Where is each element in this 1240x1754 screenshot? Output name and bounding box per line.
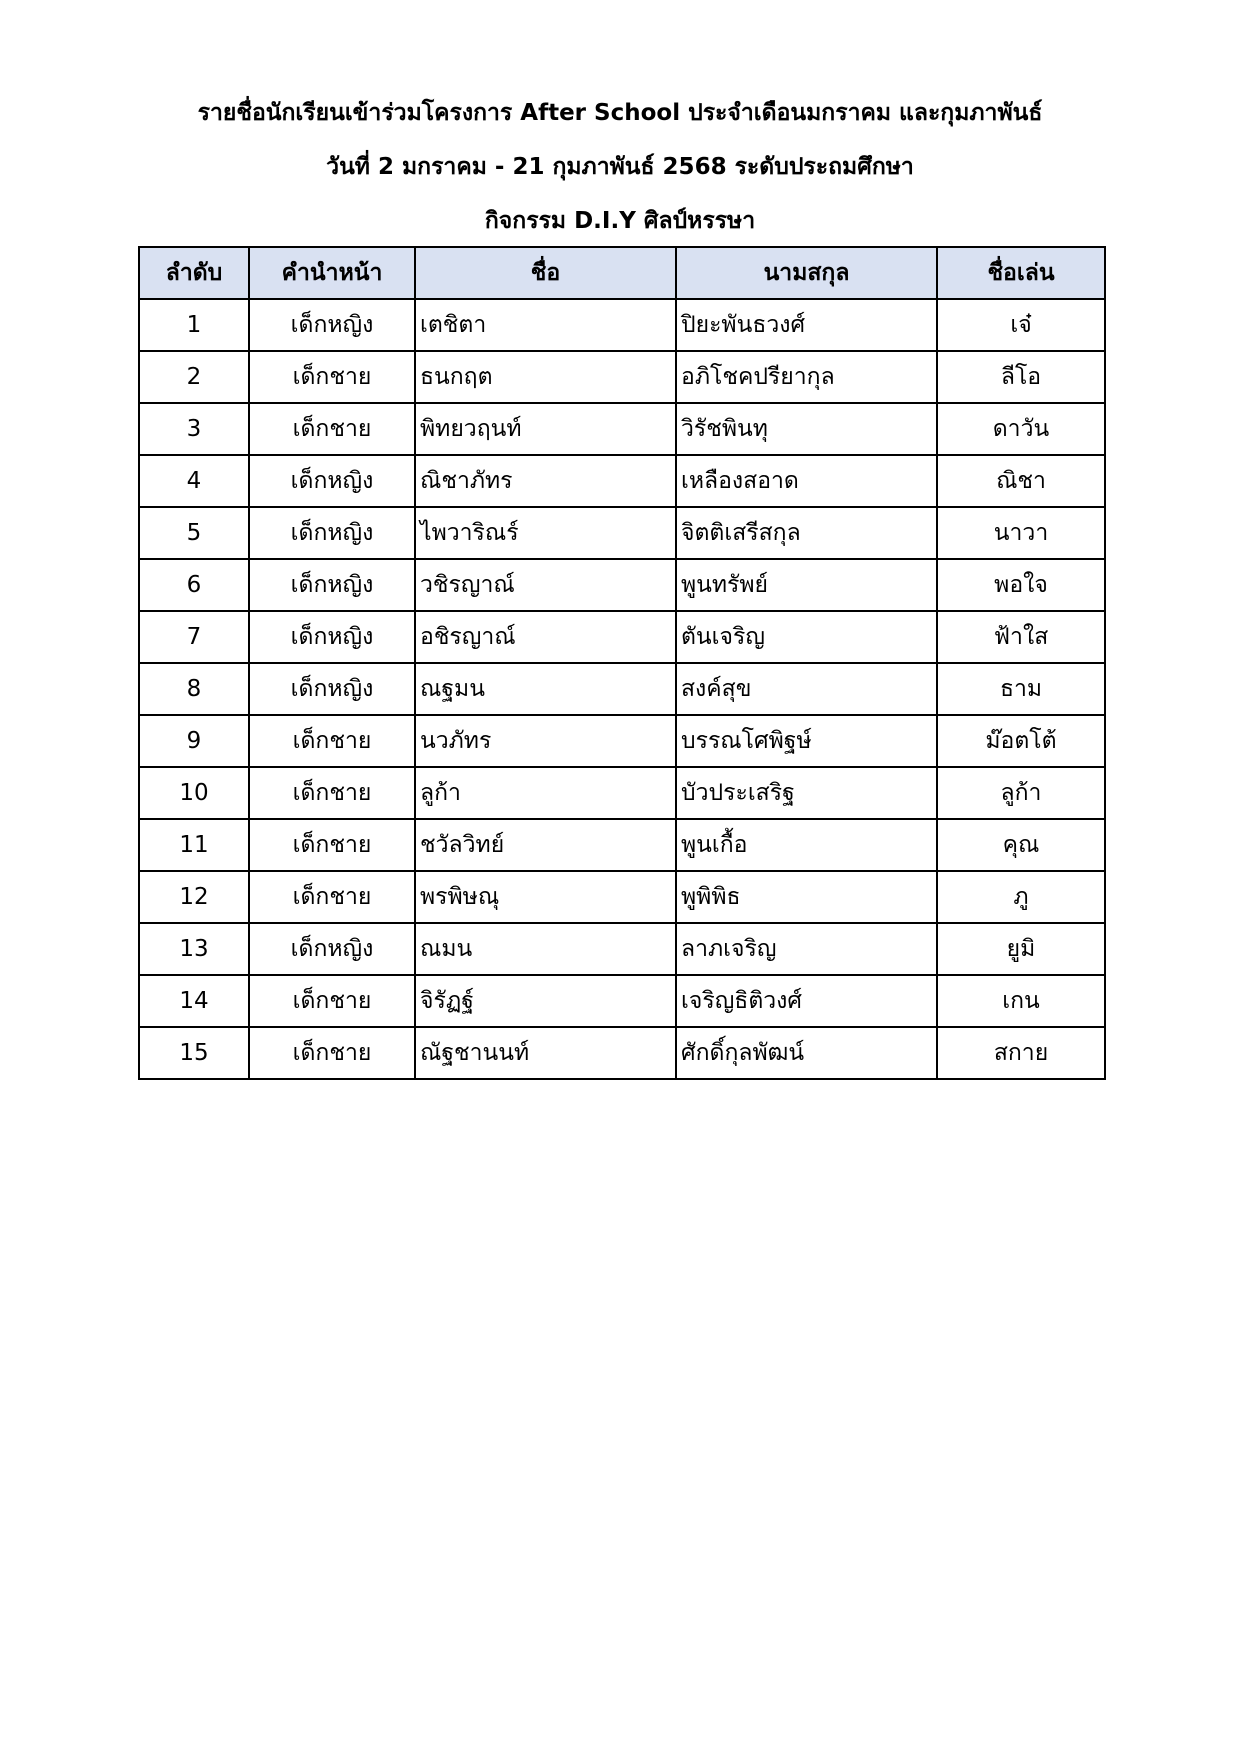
cell-last-name: เหลืองสอาด bbox=[676, 455, 937, 507]
cell-order: 11 bbox=[139, 819, 249, 871]
cell-nickname: เจ๋ bbox=[937, 299, 1105, 351]
table-header-row bbox=[139, 247, 1105, 299]
cell-prefix: เด็กชาย bbox=[249, 819, 415, 871]
cell-last-name: ลาภเจริญ bbox=[676, 923, 937, 975]
cell-first-name: ชวัลวิทย์ bbox=[415, 819, 676, 871]
cell-last-name: เจริญธิติวงศ์ bbox=[676, 975, 937, 1027]
cell-prefix: เด็กหญิง bbox=[249, 455, 415, 507]
document-title: รายชื่อนักเรียนเข้าร่วมโครงการ After School ประจำเดือนมกราคม และกุมภาพันธ์ bbox=[197, 100, 1043, 126]
table-row bbox=[139, 1027, 1105, 1079]
table-row bbox=[139, 403, 1105, 455]
cell-nickname: ม๊อตโต้ bbox=[937, 715, 1105, 767]
table-row bbox=[139, 455, 1105, 507]
cell-first-name: ณิชาภัทร bbox=[415, 455, 676, 507]
document-date-range: วันที่ 2 มกราคม - 21 กุมภาพันธ์ 2568 ระดับประถมศึกษา bbox=[326, 154, 914, 180]
cell-prefix: เด็กหญิง bbox=[249, 507, 415, 559]
cell-last-name: พูพิพิธ bbox=[676, 871, 937, 923]
table-row bbox=[139, 611, 1105, 663]
cell-first-name: วชิรญาณ์ bbox=[415, 559, 676, 611]
cell-nickname: เกน bbox=[937, 975, 1105, 1027]
cell-last-name: บัวประเสริฐ bbox=[676, 767, 937, 819]
cell-last-name: สงค์สุข bbox=[676, 663, 937, 715]
cell-order: 12 bbox=[139, 871, 249, 923]
cell-nickname: พอใจ bbox=[937, 559, 1105, 611]
cell-prefix: เด็กชาย bbox=[249, 715, 415, 767]
cell-order: 5 bbox=[139, 507, 249, 559]
cell-order: 13 bbox=[139, 923, 249, 975]
cell-nickname: ดาวัน bbox=[937, 403, 1105, 455]
cell-nickname: สกาย bbox=[937, 1027, 1105, 1079]
table-body bbox=[139, 299, 1105, 1079]
cell-first-name: นวภัทร bbox=[415, 715, 676, 767]
table-row bbox=[139, 923, 1105, 975]
cell-order: 8 bbox=[139, 663, 249, 715]
cell-order: 9 bbox=[139, 715, 249, 767]
cell-order: 7 bbox=[139, 611, 249, 663]
cell-prefix: เด็กชาย bbox=[249, 871, 415, 923]
cell-prefix: เด็กหญิง bbox=[249, 923, 415, 975]
header-nickname: ชื่อเล่น bbox=[937, 247, 1105, 299]
cell-order: 2 bbox=[139, 351, 249, 403]
table-row bbox=[139, 715, 1105, 767]
cell-prefix: เด็กชาย bbox=[249, 975, 415, 1027]
cell-first-name: ธนกฤต bbox=[415, 351, 676, 403]
cell-last-name: อภิโชคปรียากุล bbox=[676, 351, 937, 403]
cell-first-name: จิรัฏฐ์ bbox=[415, 975, 676, 1027]
cell-prefix: เด็กชาย bbox=[249, 1027, 415, 1079]
table-row bbox=[139, 663, 1105, 715]
cell-nickname: ลีโอ bbox=[937, 351, 1105, 403]
cell-last-name: ศักดิ์กุลพัฒน์ bbox=[676, 1027, 937, 1079]
cell-last-name: พูนเกื้อ bbox=[676, 819, 937, 871]
cell-order: 15 bbox=[139, 1027, 249, 1079]
cell-first-name: ลูก้า bbox=[415, 767, 676, 819]
cell-nickname: ณิชา bbox=[937, 455, 1105, 507]
cell-nickname: ยูมิ bbox=[937, 923, 1105, 975]
cell-nickname: คุณ bbox=[937, 819, 1105, 871]
table-row bbox=[139, 819, 1105, 871]
cell-nickname: ฟ้าใส bbox=[937, 611, 1105, 663]
cell-order: 1 bbox=[139, 299, 249, 351]
cell-first-name: ณมน bbox=[415, 923, 676, 975]
cell-prefix: เด็กชาย bbox=[249, 767, 415, 819]
header-order: ลำดับ bbox=[139, 247, 249, 299]
header-first-name: ชื่อ bbox=[415, 247, 676, 299]
cell-first-name: พิทยวฤนท์ bbox=[415, 403, 676, 455]
activity-name: กิจกรรม D.I.Y ศิลป์หรรษา bbox=[484, 208, 756, 234]
header-prefix: คำนำหน้า bbox=[249, 247, 415, 299]
table-row bbox=[139, 299, 1105, 351]
cell-last-name: จิตติเสรีสกุล bbox=[676, 507, 937, 559]
student-roster-table bbox=[138, 246, 1106, 1080]
cell-nickname: นาวา bbox=[937, 507, 1105, 559]
cell-last-name: ปิยะพันธวงศ์ bbox=[676, 299, 937, 351]
cell-order: 4 bbox=[139, 455, 249, 507]
cell-nickname: ลูก้า bbox=[937, 767, 1105, 819]
cell-order: 14 bbox=[139, 975, 249, 1027]
table-row bbox=[139, 975, 1105, 1027]
table-row bbox=[139, 351, 1105, 403]
cell-order: 10 bbox=[139, 767, 249, 819]
table-row bbox=[139, 507, 1105, 559]
table-row bbox=[139, 871, 1105, 923]
cell-prefix: เด็กชาย bbox=[249, 403, 415, 455]
cell-last-name: ตันเจริญ bbox=[676, 611, 937, 663]
cell-first-name: เตชิตา bbox=[415, 299, 676, 351]
cell-first-name: พรพิษณุ bbox=[415, 871, 676, 923]
cell-order: 6 bbox=[139, 559, 249, 611]
cell-last-name: พูนทรัพย์ bbox=[676, 559, 937, 611]
cell-prefix: เด็กหญิง bbox=[249, 559, 415, 611]
cell-first-name: ไพวาริณร์ bbox=[415, 507, 676, 559]
cell-nickname: ธาม bbox=[937, 663, 1105, 715]
cell-prefix: เด็กหญิง bbox=[249, 611, 415, 663]
cell-prefix: เด็กชาย bbox=[249, 351, 415, 403]
table-row bbox=[139, 767, 1105, 819]
cell-nickname: ภู bbox=[937, 871, 1105, 923]
cell-prefix: เด็กหญิง bbox=[249, 299, 415, 351]
cell-order: 3 bbox=[139, 403, 249, 455]
cell-first-name: ณฐมน bbox=[415, 663, 676, 715]
header-last-name: นามสกุล bbox=[676, 247, 937, 299]
table-row bbox=[139, 559, 1105, 611]
cell-last-name: บรรณโศพิฐษ์ bbox=[676, 715, 937, 767]
cell-first-name: ณัฐชานนท์ bbox=[415, 1027, 676, 1079]
cell-prefix: เด็กหญิง bbox=[249, 663, 415, 715]
cell-last-name: วิรัชพินทุ bbox=[676, 403, 937, 455]
cell-first-name: อชิรญาณ์ bbox=[415, 611, 676, 663]
